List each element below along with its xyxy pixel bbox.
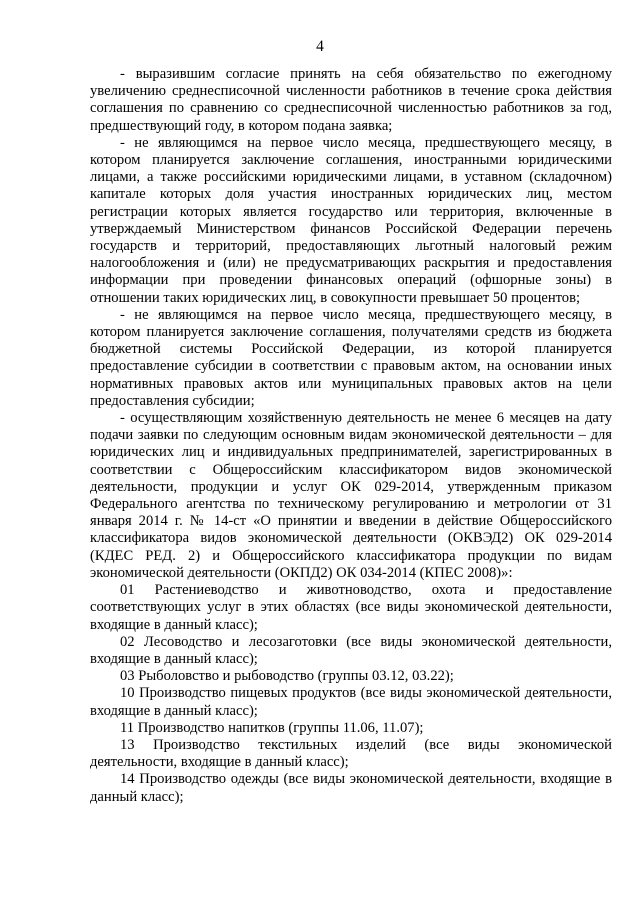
paragraph-not-budget-recipient: - не являющимся на первое число месяца, предшествующего месяцу, в котором планируется заключение соглашения, получателями средств из бюджета бюджетной системы Российской Федерации, из которой планируется предоставление субсидии в соответствии с правовым актом, на основании иных нормативных правовых актов или муниципальных правовых актов на цели предоставления субсидии; <box>90 306 612 409</box>
activity-item-02: 02 Лесоводство и лесозаготовки (все виды экономической деятельности, входящие в данный класс); <box>90 633 612 667</box>
paragraph-economic-activity: - осуществляющим хозяйственную деятельность не менее 6 месяцев на дату подачи заявки по следующим основным видам экономической деятельности – для юридических лиц и индивидуальных предпринимателей, зарегистрированных в соответствии с Общероссийским классификатором видов экономической деятельности, продукции и услуг ОК 029-2014, утвержденным приказом Федерального агентства по техническому регулированию и метрологии от 31 января 2014 г. № 14-ст «О принятии и введении в действие Общероссийского классификатора видов экономической деятельности (ОКВЭД2) ОК 029-2014 (КДЕС РЕД. 2) и Общероссийского классификатора продукции по видам экономической деятельности (ОКПД2) ОК 034-2014 (КПЕС 2008)»: <box>90 410 612 581</box>
activity-item-10: 10 Производство пищевых продуктов (все виды экономической деятельности, входящие в данный класс); <box>90 685 612 719</box>
activity-item-14: 14 Производство одежды (все виды экономической деятельности, входящие в данный класс); <box>90 771 612 805</box>
document-body <box>90 66 612 806</box>
page-number: 4 <box>316 38 324 55</box>
activity-item-13: 13 Производство текстильных изделий (все виды экономической деятельности, входящие в данный класс); <box>90 736 612 771</box>
activity-item-11: 11 Производство напитков (группы 11.06, 11.07); <box>120 719 424 736</box>
activity-item-01: 01 Растениеводство и животноводство, охота и предоставление соответствующих услуг в этих областях (все виды экономической деятельности, входящие в данный класс); <box>90 582 612 633</box>
activity-item-03: 03 Рыболовство и рыбоводство (группы 03.12, 03.22); <box>120 668 454 685</box>
paragraph-not-foreign-entity: - не являющимся на первое число месяца, предшествующего месяцу, в котором планируется заключение соглашения, иностранными юридическими лицами, а также российскими юридическими лицами, в уставном (складочном) капитале которых доля участия иностранных юридических лиц, местом регистрации которых является государство или территория, включенные в утверждаемый Министерством финансов Российской Федерации перечень государств и территорий, предоставляющих льготный налоговый режим налогообложения и (или) не предусматривающих раскрытия и предоставления информации при проведении финансовых операций (офшорные зоны) в отношении таких юридических лиц, в совокупности превышает 50 процентов; <box>90 134 612 306</box>
paragraph-consent-headcount: - выразившим согласие принять на себя обязательство по ежегодному увеличению среднесписочной численности работников в течение срока действия соглашения по сравнению со среднесписочной численностью работников за год, предшествующий году, в котором подана заявка; <box>90 66 612 134</box>
